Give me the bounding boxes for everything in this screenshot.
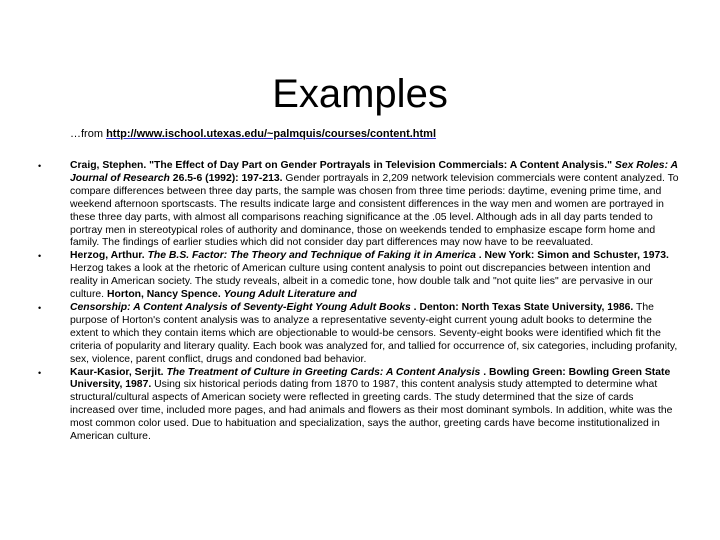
- entry-citation: Craig, Stephen. "The Effect of Day Part on Gender Portrayals in Television Commercials: A Content Analysis.": [70, 160, 615, 171]
- source-link[interactable]: http://www.ischool.utexas.edu/~palmquis/courses/content.html: [106, 128, 437, 140]
- entry-title: Sex Roles: A Journal of Research: [70, 160, 678, 184]
- entry-citation: . Bowling Green: Bowling Green State University, 1987.: [70, 366, 671, 391]
- entry-summary: Gender portrayals in 2,209 network television commercials were content analyzed. To compare differences between three day parts, the sample was chosen from three time periods: daytime, evening prime time, and weekend afternoon sportscasts. The results indicate large and consistent differences in the way men and women are portrayed in these three day parts, with almost all comparisons reaching significance at the .05 level. Although ads in all day parts tended to portray men in stereotypical roles of authority and dominance, those on weekends tended to emphasize escape form home and family. The findings of earlier studies which did not consider day part differences may now have to be reevaluated.: [70, 172, 679, 249]
- entry-citation: 26.5-6 (1992): 197-213.: [169, 172, 283, 184]
- entry-title: Censorship: A Content Analysis of Seventy-Eight Young Adult Books: [70, 301, 411, 313]
- bullet-icon: •: [38, 251, 42, 262]
- bibliography-entry: [38, 367, 680, 444]
- entry-citation: Horton, Nancy Spence.: [106, 289, 224, 301]
- entry-citation: . Denton: North Texas State University, 1986.: [410, 301, 634, 313]
- entry-summary: The purpose of Horton's content analysis was to analyze a representative seventy-eight current young adult books to determine the extent to which they contain items which are objectionable to would-be censors. Seventy-eight books were identified which fit the criteria of popularity and literary quality. Each book was analyzed for, and tallied for occurrence of, six categories, including profanity, sex, violence, parent conflict, drugs and condoned bad behavior.: [70, 301, 678, 365]
- bullet-icon: •: [38, 302, 42, 313]
- source-line: [70, 127, 436, 141]
- entry-title: Young Adult Literature and: [223, 289, 357, 301]
- bullet-icon: •: [38, 161, 42, 171]
- entry-citation: Herzog, Arthur.: [70, 250, 148, 262]
- bibliography-entry: [38, 302, 680, 367]
- bibliography-list: [38, 160, 680, 444]
- bullet-icon: •: [38, 367, 42, 378]
- entry-citation: . New York: Simon and Schuster, 1973.: [475, 250, 669, 262]
- source-prefix: …from: [70, 128, 107, 140]
- entry-title: The B.S. Factor: The Theory and Technique of Faking it in America: [147, 250, 476, 262]
- entry-title: The Treatment of Culture in Greeting Cards: A Content Analysis: [166, 366, 481, 378]
- entry-citation: Kaur-Kasior, Serjit.: [70, 366, 167, 378]
- bibliography-entry: [38, 160, 680, 250]
- bibliography-entry: [38, 250, 680, 302]
- slide-title: Examples: [272, 71, 448, 116]
- entry-summary: Herzog takes a look at the rhetoric of American culture using content analysis to point out discrepancies between intention and reality in American society. The study reveals, albeit in a comedic tone, how double talk and "not quite lies" are pervasive in our culture.: [70, 263, 653, 301]
- entry-summary: Using six historical periods dating from 1870 to 1987, this content analysis study attempted to determine what structural/cultural aspects of American society were reflected in greeting cards. The study determined that the size of cards increased over time, included more pages, and had animals and flowers as their most dominant symbols. In addition, white was the most common color used. Due to habituation and specialization, says the author, greeting cards have become institutionalized in American culture.: [70, 379, 673, 443]
